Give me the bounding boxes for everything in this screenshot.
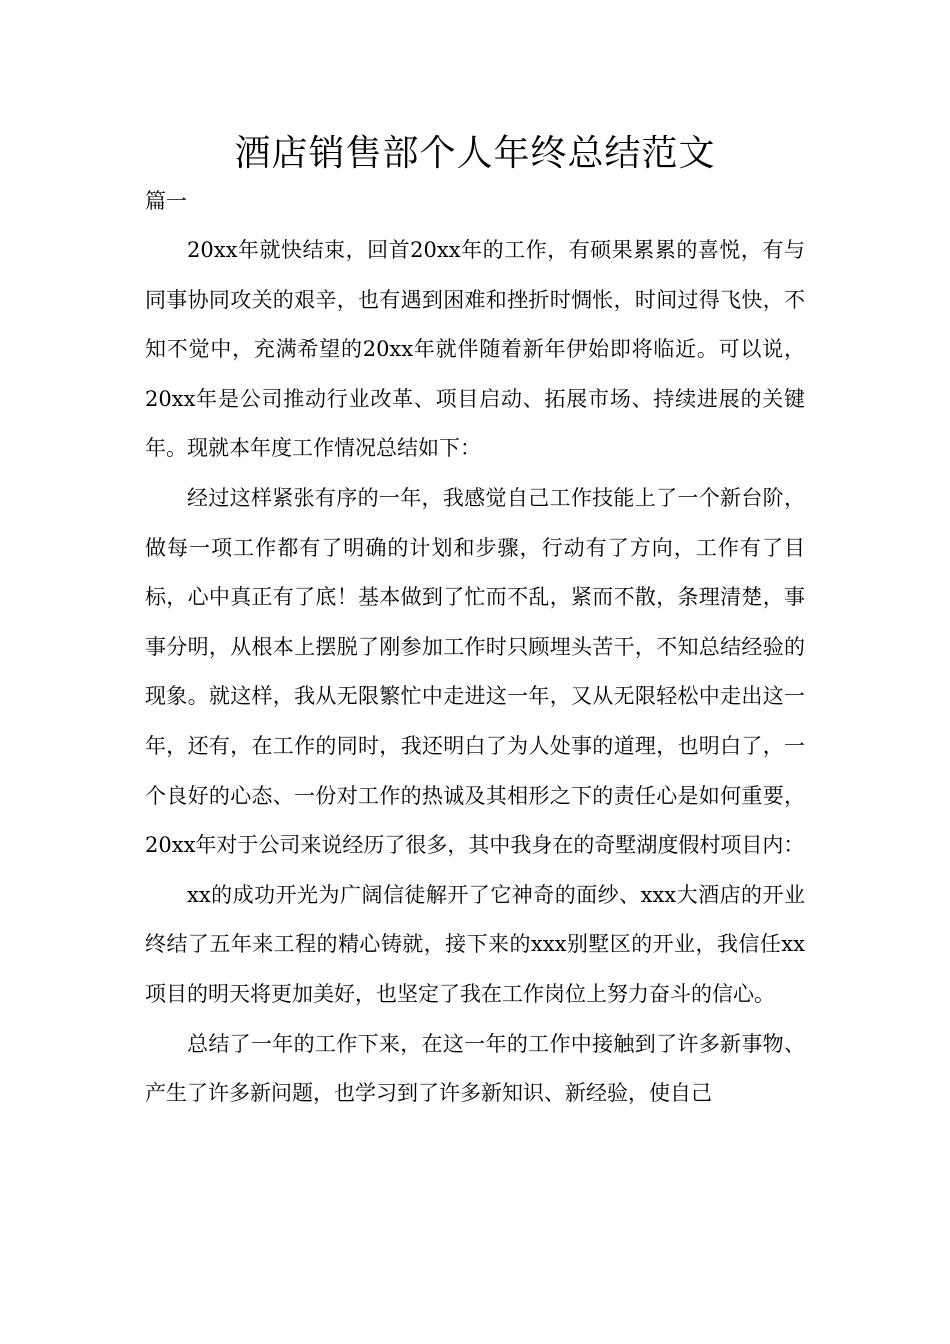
paragraph-3: xx的成功开光为广阔信徒解开了它神奇的面纱、xxx大酒店的开业终结了五年来工程的精心铸就，接下来的xxx别墅区的开业，我信任xx项目的明天将更加美好，也坚定了我在工作岗位上努力奋斗的信心。 bbox=[145, 882, 805, 1006]
document-body bbox=[145, 226, 805, 1119]
paragraph-2: 经过这样紧张有序的一年，我感觉自己工作技能上了一个新台阶，做每一项工作都有了明确的计划和步骤，行动有了方向，工作有了目标，心中真正有了底！基本做到了忙而不乱，紧而不散，条理清楚，事事分明，从根本上摆脱了刚参加工作时只顾埋头苦干，不知总结经验的现象。就这样，我从无限繁忙中走进这一年，又从无限轻松中走出这一年，还有，在工作的同时，我还明白了为人处事的道理，也明白了，一个良好的心态、一份对工作的热诚及其相形之下的责任心是如何重要，20xx年对于公司来说经历了很多，其中我身在的奇墅湖度假村项目内： bbox=[145, 485, 805, 858]
paragraph-4: 总结了一年的工作下来，在这一年的工作中接触到了许多新事物、产生了许多新问题，也学习到了许多新知识、新经验，使自己 bbox=[145, 1031, 805, 1106]
document-title: 酒店销售部个人年终总结范文 bbox=[234, 133, 716, 174]
paragraph-1: 20xx年就快结束，回首20xx年的工作，有硕果累累的喜悦，有与同事协同攻关的艰辛，也有遇到困难和挫折时惆怅，时间过得飞快，不知不觉中，充满希望的20xx年就伴随着新年伊始即将临近。可以说，20xx年是公司推动行业改革、项目启动、拓展市场、持续进展的关键年。现就本年度工作情况总结如下： bbox=[145, 238, 805, 461]
section-label: 篇一 bbox=[145, 189, 187, 213]
